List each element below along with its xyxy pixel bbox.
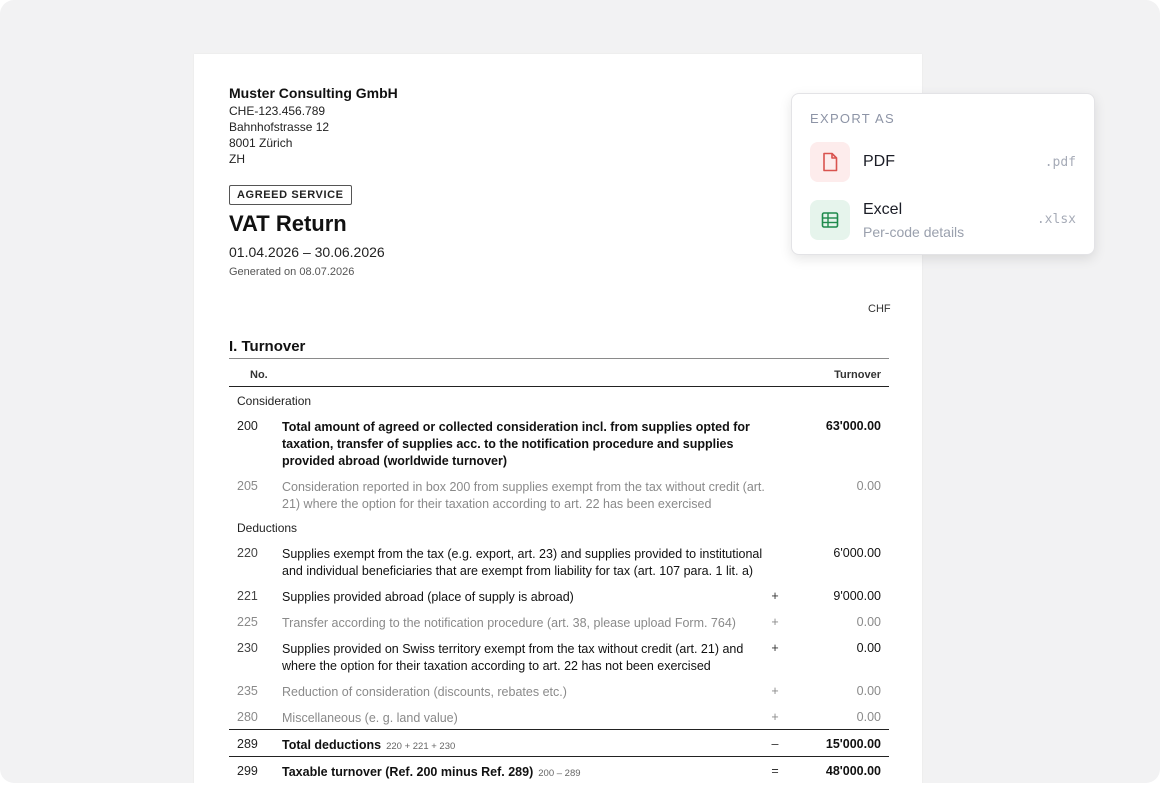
- row-description: Consideration reported in box 200 from supplies exempt from the tax without credit (art. 21) where the option for their taxation according to art. 22 has been exercised: [282, 480, 765, 511]
- row-number: 221: [237, 589, 258, 603]
- page-title: VAT Return: [229, 211, 347, 236]
- spreadsheet-icon: [810, 200, 850, 240]
- agreed-service-badge: AGREED SERVICE: [229, 185, 352, 205]
- row-description: [282, 764, 767, 782]
- row-number: 200: [237, 419, 258, 433]
- company-street: Bahnhofstrasse 12: [229, 120, 330, 134]
- row-amount: 0.00: [856, 641, 881, 655]
- column-header-turnover: Turnover: [834, 369, 881, 381]
- export-option-label: Excel: [863, 201, 903, 218]
- group-label-consideration: Consideration: [237, 394, 312, 408]
- total-divider: [229, 729, 889, 730]
- row-number: 230: [237, 641, 258, 655]
- company-city: 8001 Zürich: [229, 136, 293, 150]
- row-number: 225: [237, 615, 258, 629]
- row-operator: +: [771, 641, 779, 655]
- row-formula: 200 – 289: [538, 768, 581, 779]
- row-description: Supplies provided abroad (place of supply is abroad): [282, 590, 574, 604]
- row-amount: 9'000.00: [833, 589, 881, 603]
- row-number: 220: [237, 546, 258, 560]
- export-option-extension: .pdf: [1044, 155, 1076, 170]
- export-menu-heading: EXPORT AS: [810, 111, 895, 126]
- row-description: Supplies provided on Swiss territory exempt from the tax without credit (art. 21) and where the option for their taxation according to art. 22 has not been exercised: [282, 642, 744, 673]
- row-number: 235: [237, 684, 258, 698]
- company-name: Muster Consulting GmbH: [229, 85, 398, 101]
- row-description: [282, 737, 767, 755]
- export-excel-option[interactable]: [792, 200, 1094, 250]
- row-label: Taxable turnover (Ref. 200 minus Ref. 289): [282, 765, 534, 779]
- export-option-extension: .xlsx: [1036, 212, 1076, 227]
- generated-date: Generated on 08.07.2026: [229, 266, 355, 278]
- row-number: 289: [237, 737, 258, 751]
- row-amount: 0.00: [856, 710, 881, 724]
- row-operator: –: [771, 737, 779, 751]
- pdf-file-icon: [810, 142, 850, 182]
- currency-label: CHF: [868, 303, 891, 315]
- row-operator: +: [771, 684, 779, 698]
- report-period: 01.04.2026 – 30.06.2026: [229, 244, 385, 260]
- row-number: 205: [237, 479, 258, 493]
- row-description: Reduction of consideration (discounts, rebates etc.): [282, 685, 567, 699]
- row-operator: +: [771, 710, 779, 724]
- row-amount: 15'000.00: [825, 737, 881, 751]
- row-operator: =: [771, 764, 779, 778]
- section-title-turnover: I. Turnover: [229, 338, 306, 355]
- row-description: Supplies exempt from the tax (e.g. export, art. 23) and supplies provided to institutional and individual beneficiaries that are exempt from liability for tax (art. 107 para. 1 lit. a): [282, 547, 763, 578]
- row-number: 280: [237, 710, 258, 724]
- column-header-no: No.: [250, 369, 268, 381]
- section-divider: [229, 358, 889, 359]
- row-description: Miscellaneous (e. g. land value): [282, 711, 458, 725]
- row-number: 299: [237, 764, 258, 778]
- export-option-label: PDF: [863, 153, 895, 170]
- row-operator: +: [771, 615, 779, 629]
- row-formula: 220 + 221 + 230: [386, 741, 456, 752]
- row-amount: 0.00: [856, 684, 881, 698]
- export-pdf-option[interactable]: [792, 142, 1094, 192]
- export-menu: [791, 93, 1095, 255]
- total-divider: [229, 756, 889, 757]
- export-option-description: Per-code details: [863, 224, 965, 240]
- row-amount: 63'000.00: [825, 419, 881, 433]
- company-vat-id: CHE-123.456.789: [229, 104, 326, 118]
- row-amount: 6'000.00: [833, 546, 881, 560]
- company-canton: ZH: [229, 152, 245, 166]
- row-description: Total amount of agreed or collected consideration incl. from supplies opted for taxation, transfer of supplies acc. to the notification procedure and supplies provided abroad (worldwide turnover): [282, 420, 750, 468]
- row-amount: 0.00: [856, 615, 881, 629]
- row-amount: 0.00: [856, 479, 881, 493]
- row-description: Transfer according to the notification procedure (art. 38, please upload Form. 764): [282, 616, 736, 630]
- header-divider: [229, 386, 889, 387]
- row-amount: 48'000.00: [825, 764, 881, 778]
- row-operator: +: [771, 589, 779, 603]
- row-label: Total deductions: [282, 738, 382, 752]
- group-label-deductions: Deductions: [237, 521, 298, 535]
